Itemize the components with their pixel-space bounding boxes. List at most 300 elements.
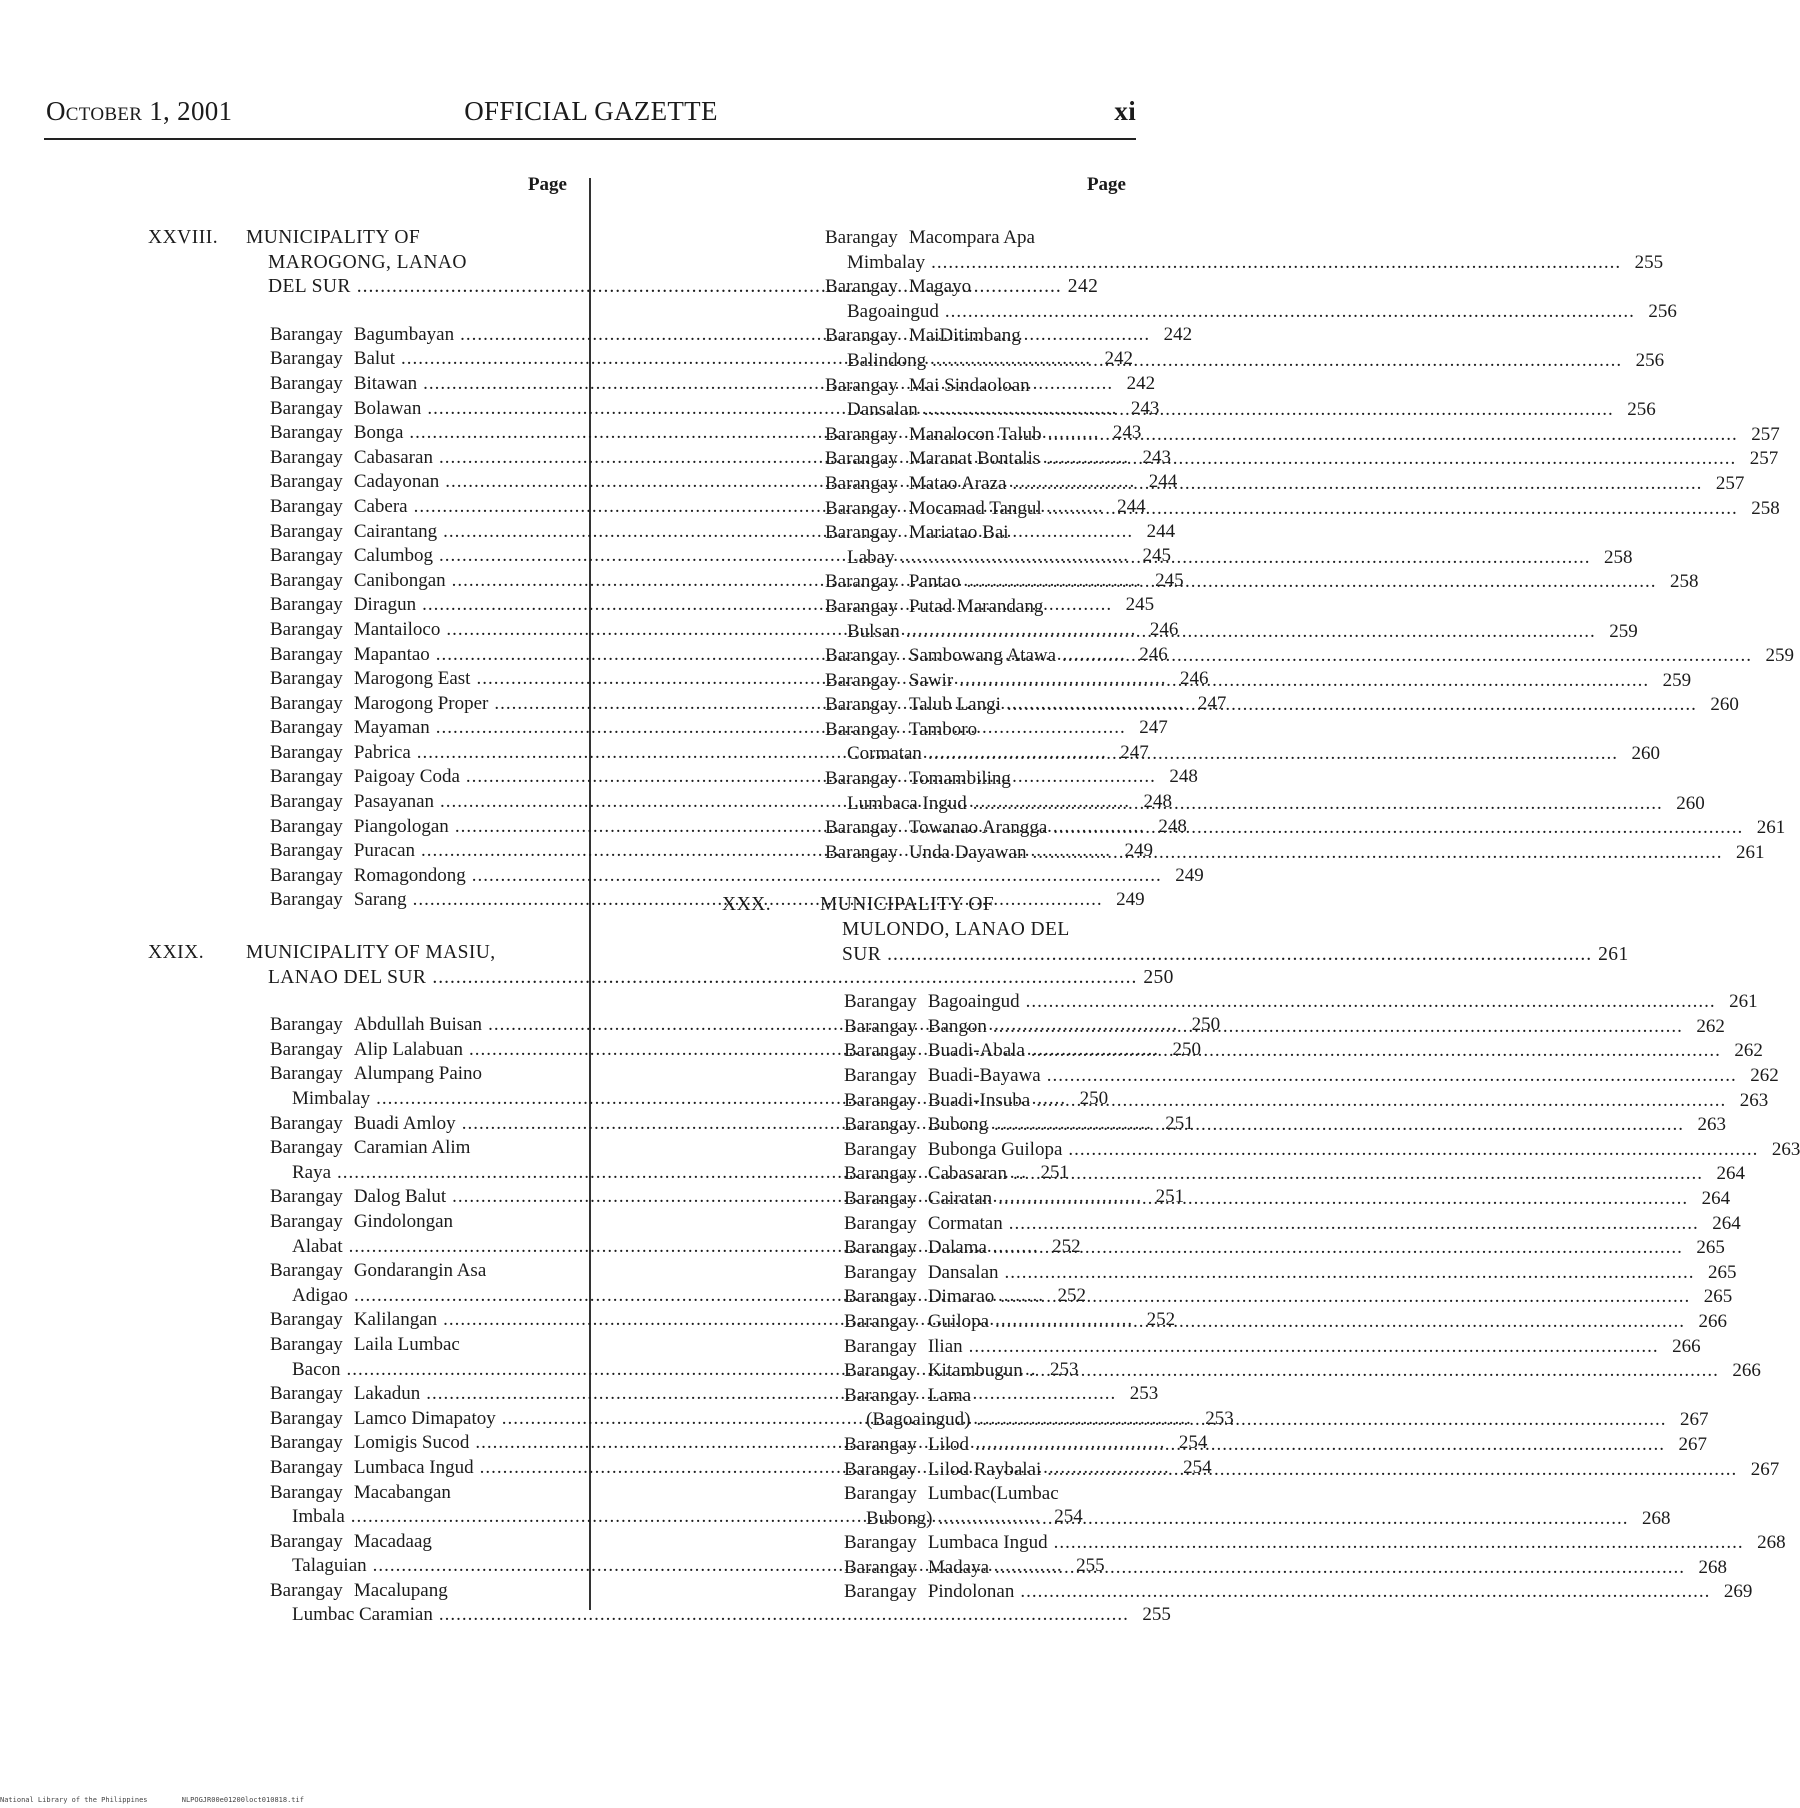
toc-entry <box>825 841 1765 866</box>
toc-page-ref: 260 <box>1710 694 1739 716</box>
barangay-prefix: Barangay <box>270 766 343 788</box>
toc-entry <box>844 1089 1769 1114</box>
barangay-name: Lumbac(Lumbac <box>927 1483 1059 1505</box>
toc-entry-name <box>825 521 1146 546</box>
barangay-prefix: Barangay <box>270 815 343 837</box>
toc-entry-line <box>825 275 1146 300</box>
toc-entry-line <box>825 718 1146 743</box>
toc-page-ref: 248 <box>1158 815 1187 837</box>
toc-entry-name <box>844 1039 1025 1064</box>
barangay-prefix: Barangay <box>825 497 898 519</box>
toc-page-ref: 265 <box>1708 1261 1737 1283</box>
toc-entry-line <box>270 1259 580 1284</box>
leader-dots <box>1007 693 1697 718</box>
toc-entry-name <box>270 1259 580 1284</box>
barangay-name: Macalupang <box>353 1579 448 1601</box>
barangay-prefix: Barangay <box>844 1187 917 1209</box>
toc-page-ref: 253 <box>1205 1407 1234 1429</box>
barangay-name: Lama <box>927 1384 972 1406</box>
barangay-name: Lilod <box>927 1433 969 1455</box>
toc-page-ref: 244 <box>1117 495 1146 517</box>
barangay-prefix: Barangay <box>825 694 898 716</box>
toc-page-ref: 250 <box>1079 1088 1109 1109</box>
toc-page-ref: 243 <box>1142 446 1171 468</box>
barangay-name: Canibongan <box>353 569 446 591</box>
toc-entry-name <box>270 1185 446 1210</box>
toc-entry-name <box>270 1013 482 1038</box>
toc-page-ref: 246 <box>1149 618 1179 640</box>
barangay-name: Buadi-Insuba <box>927 1089 1031 1111</box>
toc-entry-name <box>270 347 395 372</box>
toc-entry-line <box>825 497 1780 522</box>
toc-page-ref: 250 <box>1191 1014 1221 1036</box>
toc-entry-name <box>270 593 416 618</box>
barangay-name-cont: Bulsan <box>847 620 900 642</box>
leader-dots <box>439 1603 1129 1628</box>
toc-entry-name <box>825 570 961 595</box>
toc-page-ref: 244 <box>1146 520 1176 542</box>
toc-entry-line <box>270 1481 580 1506</box>
toc-page-ref: 256 <box>1648 300 1677 322</box>
section-title-line <box>820 943 1629 968</box>
leader-dots <box>973 792 1663 817</box>
toc-entry-name <box>825 718 1146 743</box>
barangay-prefix: Barangay <box>825 522 898 544</box>
barangay-name: Kitambugun <box>927 1360 1023 1382</box>
toc-page-ref: 265 <box>1696 1237 1725 1259</box>
leader-dots <box>1068 1138 1758 1163</box>
toc-entry <box>825 374 1656 423</box>
barangay-prefix: Barangay <box>844 1089 917 1111</box>
section-title-line: MUNICIPALITY OF MASIU, <box>246 942 496 964</box>
toc-entry <box>825 497 1780 522</box>
barangay-name: Dalama <box>927 1237 987 1259</box>
toc-page-ref: 249 <box>1116 889 1145 911</box>
barangay-name-cont: Dansalan <box>847 399 918 421</box>
toc-entry <box>825 423 1780 448</box>
toc-entry-name <box>270 1481 580 1506</box>
toc-page-ref: 258 <box>1603 546 1633 568</box>
barangay-name: Bagoaingud <box>927 991 1020 1013</box>
toc-entry-line <box>270 1579 580 1604</box>
barangay-prefix: Barangay <box>270 1137 343 1159</box>
leader-dots <box>993 1015 1683 1040</box>
barangay-prefix: Barangay <box>844 1114 917 1136</box>
toc-page-ref: 257 <box>1715 472 1745 494</box>
barangay-prefix: Barangay <box>270 545 343 567</box>
barangay-prefix: Barangay <box>844 1040 917 1062</box>
toc-entry <box>825 275 1677 324</box>
toc-entry-name <box>270 1333 580 1358</box>
toc-entry-name <box>270 741 411 766</box>
leader-dots <box>969 1335 1659 1360</box>
barangay-name: Buadi-Abala <box>927 1040 1025 1062</box>
toc-page-ref: 243 <box>1112 422 1142 444</box>
toc-page-ref: 244 <box>1148 471 1178 493</box>
barangay-name-cont: Lumbac Caramian <box>292 1604 433 1626</box>
toc-page-ref: 262 <box>1750 1065 1779 1086</box>
barangay-name: Marogong Proper <box>353 692 489 714</box>
barangay-prefix: Barangay <box>844 1163 917 1185</box>
leader-dots <box>1000 1285 1690 1310</box>
leader-dots <box>1047 1458 1737 1483</box>
barangay-name: Cormatan <box>927 1212 1003 1234</box>
barangay-prefix: Barangay <box>825 768 898 790</box>
barangay-prefix: Barangay <box>270 1456 343 1478</box>
leader-dots <box>1020 1580 1710 1605</box>
toc-page-ref: 256 <box>1635 349 1665 371</box>
barangay-name: Lilod Raybalai <box>927 1458 1042 1480</box>
barangay-name: Ilian <box>927 1335 963 1357</box>
toc-entry-line <box>270 1136 580 1161</box>
toc-entry-line <box>844 1384 1146 1409</box>
toc-entry-line <box>825 324 1146 349</box>
toc-entry-continuation <box>270 1603 1171 1628</box>
barangay-name: Pasayanan <box>353 791 435 813</box>
section-title-line <box>246 966 1174 991</box>
barangay-name-cont: Raya <box>292 1161 332 1183</box>
barangay-name: Diragun <box>353 594 417 616</box>
barangay-prefix: Barangay <box>270 422 343 444</box>
barangay-name: Lumbaca Ingud <box>927 1532 1048 1554</box>
toc-entry-name <box>844 1089 1030 1114</box>
toc-page-ref: 262 <box>1734 1040 1763 1062</box>
toc-page-ref: 261 <box>1598 943 1629 965</box>
toc-entry <box>844 1359 1761 1384</box>
barangay-name: Cabera <box>353 495 408 517</box>
toc-entry-name <box>844 1482 1146 1507</box>
toc-page-ref: 255 <box>1076 1555 1105 1577</box>
toc-page-ref: 242 <box>1126 372 1156 394</box>
toc-entry-line <box>844 1580 1753 1605</box>
barangay-prefix: Barangay <box>825 817 898 839</box>
toc-entry-line <box>844 1261 1737 1286</box>
toc-entry-name <box>270 421 403 446</box>
barangay-name-cont: (Bagoaingud) <box>866 1409 971 1431</box>
toc-entry-name <box>844 1212 1003 1237</box>
barangay-name-cont: Mimbalay <box>292 1088 371 1109</box>
toc-entry-name <box>825 669 953 694</box>
barangay-name-cont: Imbala <box>292 1506 345 1528</box>
barangay-name: Mariatao Bai <box>908 522 1009 544</box>
toc-page-ref: 266 <box>1672 1335 1701 1357</box>
barangay-prefix: Barangay <box>844 1458 917 1480</box>
barangay-name: Alumpang Paino <box>353 1063 483 1085</box>
toc-entry-name <box>270 1210 580 1235</box>
barangay-name: Kalilangan <box>353 1309 438 1331</box>
toc-entry <box>844 1285 1733 1310</box>
toc-entry-line <box>825 767 1146 792</box>
footer-library: National Library of the Philippines <box>0 1796 148 1804</box>
barangay-name: Magayo <box>908 276 972 298</box>
barangay-prefix: Barangay <box>270 323 343 345</box>
toc-entry-continuation <box>825 349 1665 374</box>
leader-dots <box>993 1236 1683 1261</box>
toc-entry-line <box>270 864 1204 889</box>
barangay-prefix: Barangay <box>270 520 343 542</box>
barangay-prefix: Barangay <box>270 1383 343 1405</box>
barangay-name: Cabasaran <box>927 1163 1007 1185</box>
leader-dots <box>1009 1212 1699 1237</box>
toc-page-ref: 263 <box>1771 1138 1800 1160</box>
leader-dots <box>998 1187 1688 1212</box>
toc-entry <box>844 1580 1753 1605</box>
toc-entry-line <box>270 1530 580 1555</box>
barangay-name: Pabrica <box>353 741 411 763</box>
toc-entry-name <box>825 693 1001 718</box>
toc-entry-name <box>270 1407 496 1432</box>
toc-entry-name <box>844 1556 989 1581</box>
barangay-name: Lakadun <box>353 1383 421 1405</box>
toc-page-ref: 250 <box>1143 966 1174 988</box>
toc-page-ref: 245 <box>1155 569 1184 591</box>
barangay-prefix: Barangay <box>844 1286 917 1308</box>
barangay-name: Gindolongan <box>353 1210 454 1232</box>
barangay-prefix: Barangay <box>844 1065 917 1086</box>
barangay-name: Mocamad Tangul <box>908 497 1042 519</box>
barangay-prefix: Barangay <box>270 495 343 517</box>
toc-page-ref: 260 <box>1676 792 1705 814</box>
barangay-prefix: Barangay <box>844 1310 917 1332</box>
toc-entry-line <box>844 990 1758 1015</box>
barangay-prefix: Barangay <box>270 471 343 493</box>
barangay-name: Lamco Dimapatoy <box>353 1407 496 1429</box>
toc-entry <box>844 1236 1725 1261</box>
toc-page-ref: 242 <box>1067 276 1099 298</box>
toc-entry-name <box>270 888 407 913</box>
toc-entry-line <box>844 1212 1741 1237</box>
page-number: xi <box>1114 96 1136 126</box>
barangay-name: Romagondong <box>353 864 466 886</box>
toc-entry-line <box>844 1089 1769 1114</box>
toc-entry <box>844 1064 1779 1089</box>
publication-title: OFFICIAL GAZETTE <box>464 96 718 126</box>
barangay-name: Pindolonan <box>927 1581 1015 1603</box>
barangay-prefix: Barangay <box>270 643 343 665</box>
barangay-name: Cairantang <box>353 520 438 542</box>
barangay-name: MaiDitimbang <box>908 325 1021 347</box>
page-header <box>46 96 1136 136</box>
toc-entry-name <box>270 397 421 422</box>
toc-entry-line <box>844 1556 1728 1581</box>
toc-page-ref: 269 <box>1723 1581 1753 1603</box>
barangay-prefix: Barangay <box>825 423 898 445</box>
toc-entry-name <box>844 1064 1041 1089</box>
toc-entry-name <box>270 1382 420 1407</box>
toc-entry-name <box>825 423 1042 448</box>
toc-page-ref: 248 <box>1143 791 1173 813</box>
toc-entry-name <box>270 1308 437 1333</box>
toc-page-ref: 246 <box>1179 668 1209 690</box>
leader-dots <box>1054 1531 1744 1556</box>
leader-dots <box>995 1556 1685 1581</box>
leader-dots <box>994 1113 1684 1138</box>
toc-entry-continuation <box>825 251 1664 276</box>
barangay-name: Towanao Arangga <box>908 817 1048 839</box>
barangay-name: Sawir <box>908 669 954 691</box>
toc-entry-name <box>844 1384 1146 1409</box>
section-title-line: MUNICIPALITY OF <box>820 894 995 916</box>
toc-page-ref: 264 <box>1716 1163 1745 1185</box>
barangay-prefix: Barangay <box>844 1360 917 1382</box>
toc-page-ref: 263 <box>1739 1089 1769 1111</box>
barangay-prefix: Barangay <box>844 1015 917 1037</box>
barangay-prefix: Barangay <box>844 1433 917 1455</box>
toc-entry-name <box>844 1261 999 1286</box>
toc-page-ref: 247 <box>1139 717 1168 739</box>
section-title-line: MULONDO, LANAO DEL <box>842 919 1070 941</box>
barangay-name: Macadaag <box>353 1530 432 1552</box>
barangay-name: Dansalan <box>927 1261 999 1283</box>
toc-page-ref: 253 <box>1050 1358 1079 1380</box>
barangay-name: Abdullah Buisan <box>353 1014 483 1036</box>
toc-entry-name <box>270 372 417 397</box>
barangay-name: Bubong <box>927 1114 988 1136</box>
toc-page-ref: 268 <box>1642 1507 1671 1529</box>
toc-entry-name <box>270 1431 469 1456</box>
barangay-prefix: Barangay <box>270 1186 343 1208</box>
toc-entry-name <box>270 790 434 815</box>
barangay-prefix: Barangay <box>270 348 343 370</box>
toc-entry-name <box>270 470 439 495</box>
barangay-name: Laila Lumbac <box>353 1333 460 1355</box>
page-column-label: Page <box>527 174 567 195</box>
toc-page-ref: 260 <box>1631 743 1660 765</box>
toc-page-ref: 254 <box>1183 1456 1212 1478</box>
leader-dots <box>1053 816 1743 841</box>
barangay-name: Guilopa <box>927 1310 990 1332</box>
toc-page-ref: 255 <box>1634 251 1664 273</box>
leader-dots <box>931 251 1621 276</box>
barangay-name: Maranat Bontalis <box>908 448 1041 470</box>
toc-entry-name <box>270 667 470 692</box>
barangay-prefix: Barangay <box>844 1483 917 1505</box>
toc-entry-name <box>825 644 1056 669</box>
toc-entry-line <box>825 226 1146 251</box>
toc-entry-line <box>844 1064 1779 1089</box>
toc-entry-name <box>270 1112 456 1137</box>
barangay-prefix: Barangay <box>270 1112 343 1134</box>
leader-dots <box>995 1310 1685 1335</box>
barangay-name: Bagumbayan <box>353 323 455 345</box>
barangay-name: Macompara Apa <box>908 227 1035 248</box>
toc-entry-continuation <box>825 742 1660 767</box>
barangay-prefix: Barangay <box>844 1581 917 1603</box>
barangay-name: Sarang <box>353 889 407 911</box>
toc-page-ref: 249 <box>1124 840 1154 862</box>
header-rule <box>44 138 1136 140</box>
section-title-line: MAROGONG, LANAO <box>268 251 467 273</box>
barangay-name: Talub Langi <box>908 694 1001 716</box>
barangay-name: Cabasaran <box>353 446 433 468</box>
barangay-name: Bitawan <box>353 372 418 394</box>
barangay-prefix: Barangay <box>270 446 343 468</box>
toc-entry-name <box>844 1015 987 1040</box>
barangay-name: Mantailoco <box>353 618 441 640</box>
toc-page-ref: 261 <box>1735 841 1765 863</box>
barangay-name-cont: Bacon <box>292 1358 341 1380</box>
leader-dots <box>959 669 1649 694</box>
toc-entry <box>844 1138 1800 1163</box>
issue-date: October 1, 2001 <box>46 96 233 126</box>
section-title <box>820 893 1629 967</box>
toc-page-ref: 266 <box>1698 1310 1728 1332</box>
leader-dots <box>1046 447 1736 472</box>
toc-page-ref: 258 <box>1670 571 1699 593</box>
barangay-prefix: Barangay <box>270 1333 343 1355</box>
toc-entry-continuation <box>844 1507 1671 1532</box>
toc-page-ref: 254 <box>1178 1432 1208 1454</box>
toc-page-ref: 264 <box>1701 1187 1731 1209</box>
toc-entry-name <box>270 1136 580 1161</box>
toc-entry <box>844 1212 1741 1237</box>
barangay-prefix: Barangay <box>270 791 343 813</box>
barangay-name: Matao Araza <box>908 472 1007 494</box>
barangay-name: Bonga <box>353 422 404 444</box>
barangay-name: Buadi-Bayawa <box>927 1065 1041 1086</box>
toc-entry-name <box>825 447 1040 472</box>
barangay-name: Pantao <box>908 571 961 593</box>
toc-entry-name <box>270 1038 463 1063</box>
barangay-prefix: Barangay <box>270 1432 343 1454</box>
leader-dots <box>1026 990 1716 1015</box>
toc-page-ref: 268 <box>1757 1532 1786 1554</box>
barangay-prefix: Barangay <box>825 571 898 593</box>
barangay-prefix: Barangay <box>844 1532 917 1554</box>
barangay-name-cont: Mimbalay <box>847 251 926 273</box>
barangay-name: Dimarao <box>927 1286 995 1308</box>
barangay-prefix: Barangay <box>270 1309 343 1331</box>
barangay-prefix: Barangay <box>844 1237 917 1259</box>
barangay-name: Macabangan <box>353 1481 451 1503</box>
barangay-name-cont: Adigao <box>292 1284 348 1306</box>
barangay-name-cont: Talaguian <box>292 1555 367 1577</box>
toc-entry-name <box>825 816 1047 841</box>
barangay-name: Mai Sindaoloan <box>908 374 1030 396</box>
toc-entry-name <box>270 323 454 348</box>
toc-entry <box>844 1335 1701 1360</box>
toc-entry-line <box>844 1285 1733 1310</box>
toc-entry-line <box>844 1482 1146 1507</box>
toc-entry-name <box>270 1456 474 1481</box>
barangay-prefix: Barangay <box>270 594 343 616</box>
barangay-name-cont: Bagoaingud <box>847 300 939 322</box>
toc-entry-name <box>844 1138 1062 1163</box>
toc-entry-line <box>270 1210 580 1235</box>
section-gap <box>148 913 580 941</box>
barangay-prefix: Barangay <box>825 669 898 691</box>
toc-page-ref: 266 <box>1732 1360 1761 1382</box>
barangay-name: Calumbog <box>353 545 433 567</box>
barangay-prefix: Barangay <box>825 276 898 298</box>
barangay-name: Alip Lalabuan <box>353 1038 464 1060</box>
toc-page-ref: 265 <box>1703 1286 1733 1308</box>
toc-entry-name <box>270 446 433 471</box>
toc-page-ref: 263 <box>1697 1114 1726 1136</box>
barangay-name: Sambowang Atawa <box>908 645 1057 667</box>
leader-dots <box>967 570 1657 595</box>
toc-page-ref: 259 <box>1765 645 1795 667</box>
toc-entry-name <box>844 1236 987 1261</box>
toc-entry-name <box>270 692 488 717</box>
toc-page-ref: 254 <box>1054 1506 1083 1528</box>
barangay-name: Lumbaca Ingud <box>353 1456 474 1478</box>
toc-entry-name <box>844 1531 1048 1556</box>
section-title <box>246 941 1174 990</box>
toc-page-ref: 249 <box>1175 864 1204 886</box>
toc-entry-name <box>270 618 440 643</box>
barangay-prefix: Barangay <box>825 718 898 740</box>
